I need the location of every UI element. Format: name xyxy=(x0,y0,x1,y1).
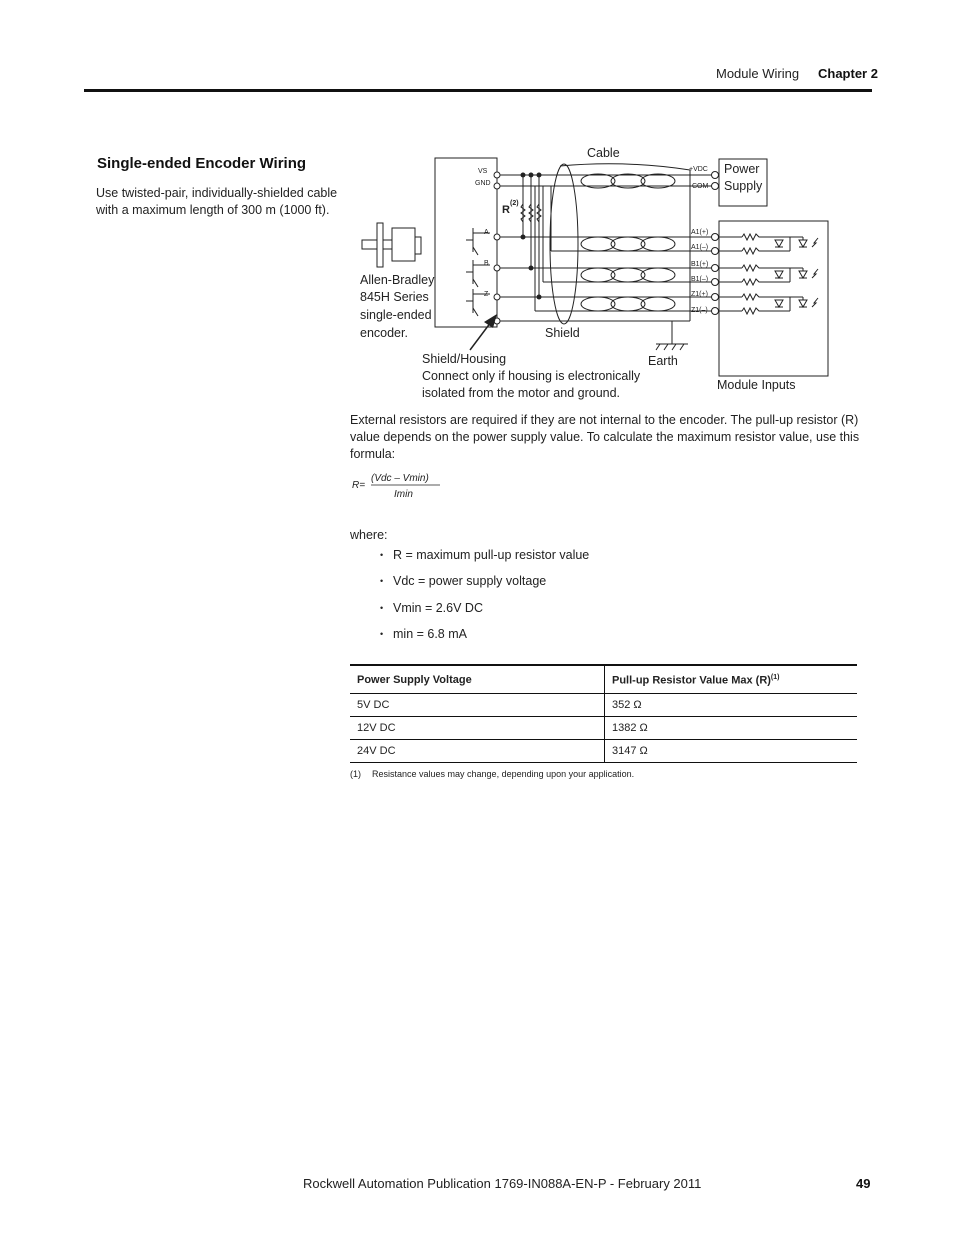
channel-b-label: B xyxy=(484,260,489,267)
resistor-note: (2) xyxy=(510,200,519,207)
channel-z-label: Z xyxy=(484,291,489,298)
page-number: 49 xyxy=(856,1176,871,1191)
twisted-pairs xyxy=(550,164,690,324)
table-row xyxy=(350,740,857,763)
housing-note: isolated from the motor and ground. xyxy=(422,386,621,400)
earth-label: Earth xyxy=(648,354,678,368)
housing-note: Connect only if housing is electronically xyxy=(422,369,641,383)
footer-publication: Rockwell Automation Publication 1769-IN088A-EN-P - February 2011 xyxy=(303,1176,702,1191)
input-label: Z1(+) xyxy=(691,291,708,298)
list-item: • Vmin = 2.6V DC xyxy=(380,599,589,625)
column-header: Pull-up Resistor Value Max $(R)^{(1)}$ xyxy=(605,665,858,694)
resistor-explanation: External resistors are required if they are not internal to the encoder. The pull-up resistor (R) value depends on the power supply value. To calculate the maximum resistor value, use this formula: xyxy=(350,413,860,461)
com-label: COM xyxy=(692,183,709,190)
shield-housing-label: Shield/Housing xyxy=(422,352,507,366)
vs-label: VS xyxy=(478,168,488,175)
module-inputs-box xyxy=(719,221,828,376)
table-row xyxy=(350,694,857,717)
gnd-label: GND xyxy=(475,180,491,187)
encoder-label-line: Allen-Bradley xyxy=(360,273,435,287)
earth-ground-icon xyxy=(656,321,688,350)
column-header: Power Supply Voltage xyxy=(350,665,605,694)
header-section-title: Module Wiring xyxy=(716,66,800,81)
encoder-device-icon xyxy=(362,223,421,267)
module-inputs-label: Module Inputs xyxy=(717,378,796,392)
input-circuits xyxy=(719,234,818,314)
cable-label: Cable xyxy=(587,146,620,160)
list-item: • Vdc = power supply voltage xyxy=(380,572,589,598)
table-cell: 3147 Ω xyxy=(605,740,858,763)
table-cell: 24V DC xyxy=(350,740,605,763)
formula-lhs: R= xyxy=(352,480,366,491)
shield-label: Shield xyxy=(545,326,580,340)
module-terminals xyxy=(712,172,719,315)
encoder-wiring-diagram xyxy=(340,140,860,410)
housing-arrow-icon xyxy=(470,314,497,350)
input-label: A1(–) xyxy=(691,244,709,251)
formula-numerator: (Vdc – Vmin) xyxy=(371,473,429,484)
resistor-label: R xyxy=(502,204,510,216)
input-label: Z1(–) xyxy=(691,307,708,314)
section-heading: Single-ended Encoder Wiring xyxy=(97,155,307,172)
input-label: B1(–) xyxy=(691,276,709,283)
intro-text: Use twisted-pair, individually-shielded cable with a maximum length of 300 m (1000 ft). xyxy=(96,186,338,217)
list-item: • R = maximum pull-up resistor value xyxy=(380,546,589,572)
encoder-transistors xyxy=(466,228,490,316)
encoder-label-line: 845H Series xyxy=(360,290,429,304)
table-header-row xyxy=(350,665,857,694)
header-footnote-mark: (1) xyxy=(770,673,780,681)
resistor-formula xyxy=(352,470,472,504)
input-label: A1(+) xyxy=(691,229,709,236)
footnote-mark: (1) xyxy=(350,769,361,779)
footnote-text: Resistance values may change, depending upon your application. xyxy=(372,769,635,779)
input-label: B1(+) xyxy=(691,261,709,268)
formula-denominator: Imin xyxy=(394,489,413,500)
resistor-value-table xyxy=(350,664,857,763)
table-cell: 5V DC xyxy=(350,694,605,717)
channel-a-label: A xyxy=(484,229,489,236)
encoder-label-line: single-ended xyxy=(360,308,432,322)
header-rule xyxy=(84,89,872,92)
power-label: Power xyxy=(724,162,760,176)
wires xyxy=(497,175,715,321)
vdc-label: +VDC xyxy=(689,166,708,173)
table-cell: 352 Ω xyxy=(605,694,858,717)
where-label: where: xyxy=(350,528,388,542)
table-cell: 1382 Ω xyxy=(605,717,858,740)
header-chapter: Chapter 2 xyxy=(818,66,878,81)
table-footnote xyxy=(350,769,634,779)
definition-list xyxy=(380,546,589,651)
encoder-label-line: encoder. xyxy=(360,326,408,340)
list-item: • min = 6.8 mA xyxy=(380,625,589,651)
table-row xyxy=(350,717,857,740)
supply-label: Supply xyxy=(724,179,763,193)
table-cell: 12V DC xyxy=(350,717,605,740)
